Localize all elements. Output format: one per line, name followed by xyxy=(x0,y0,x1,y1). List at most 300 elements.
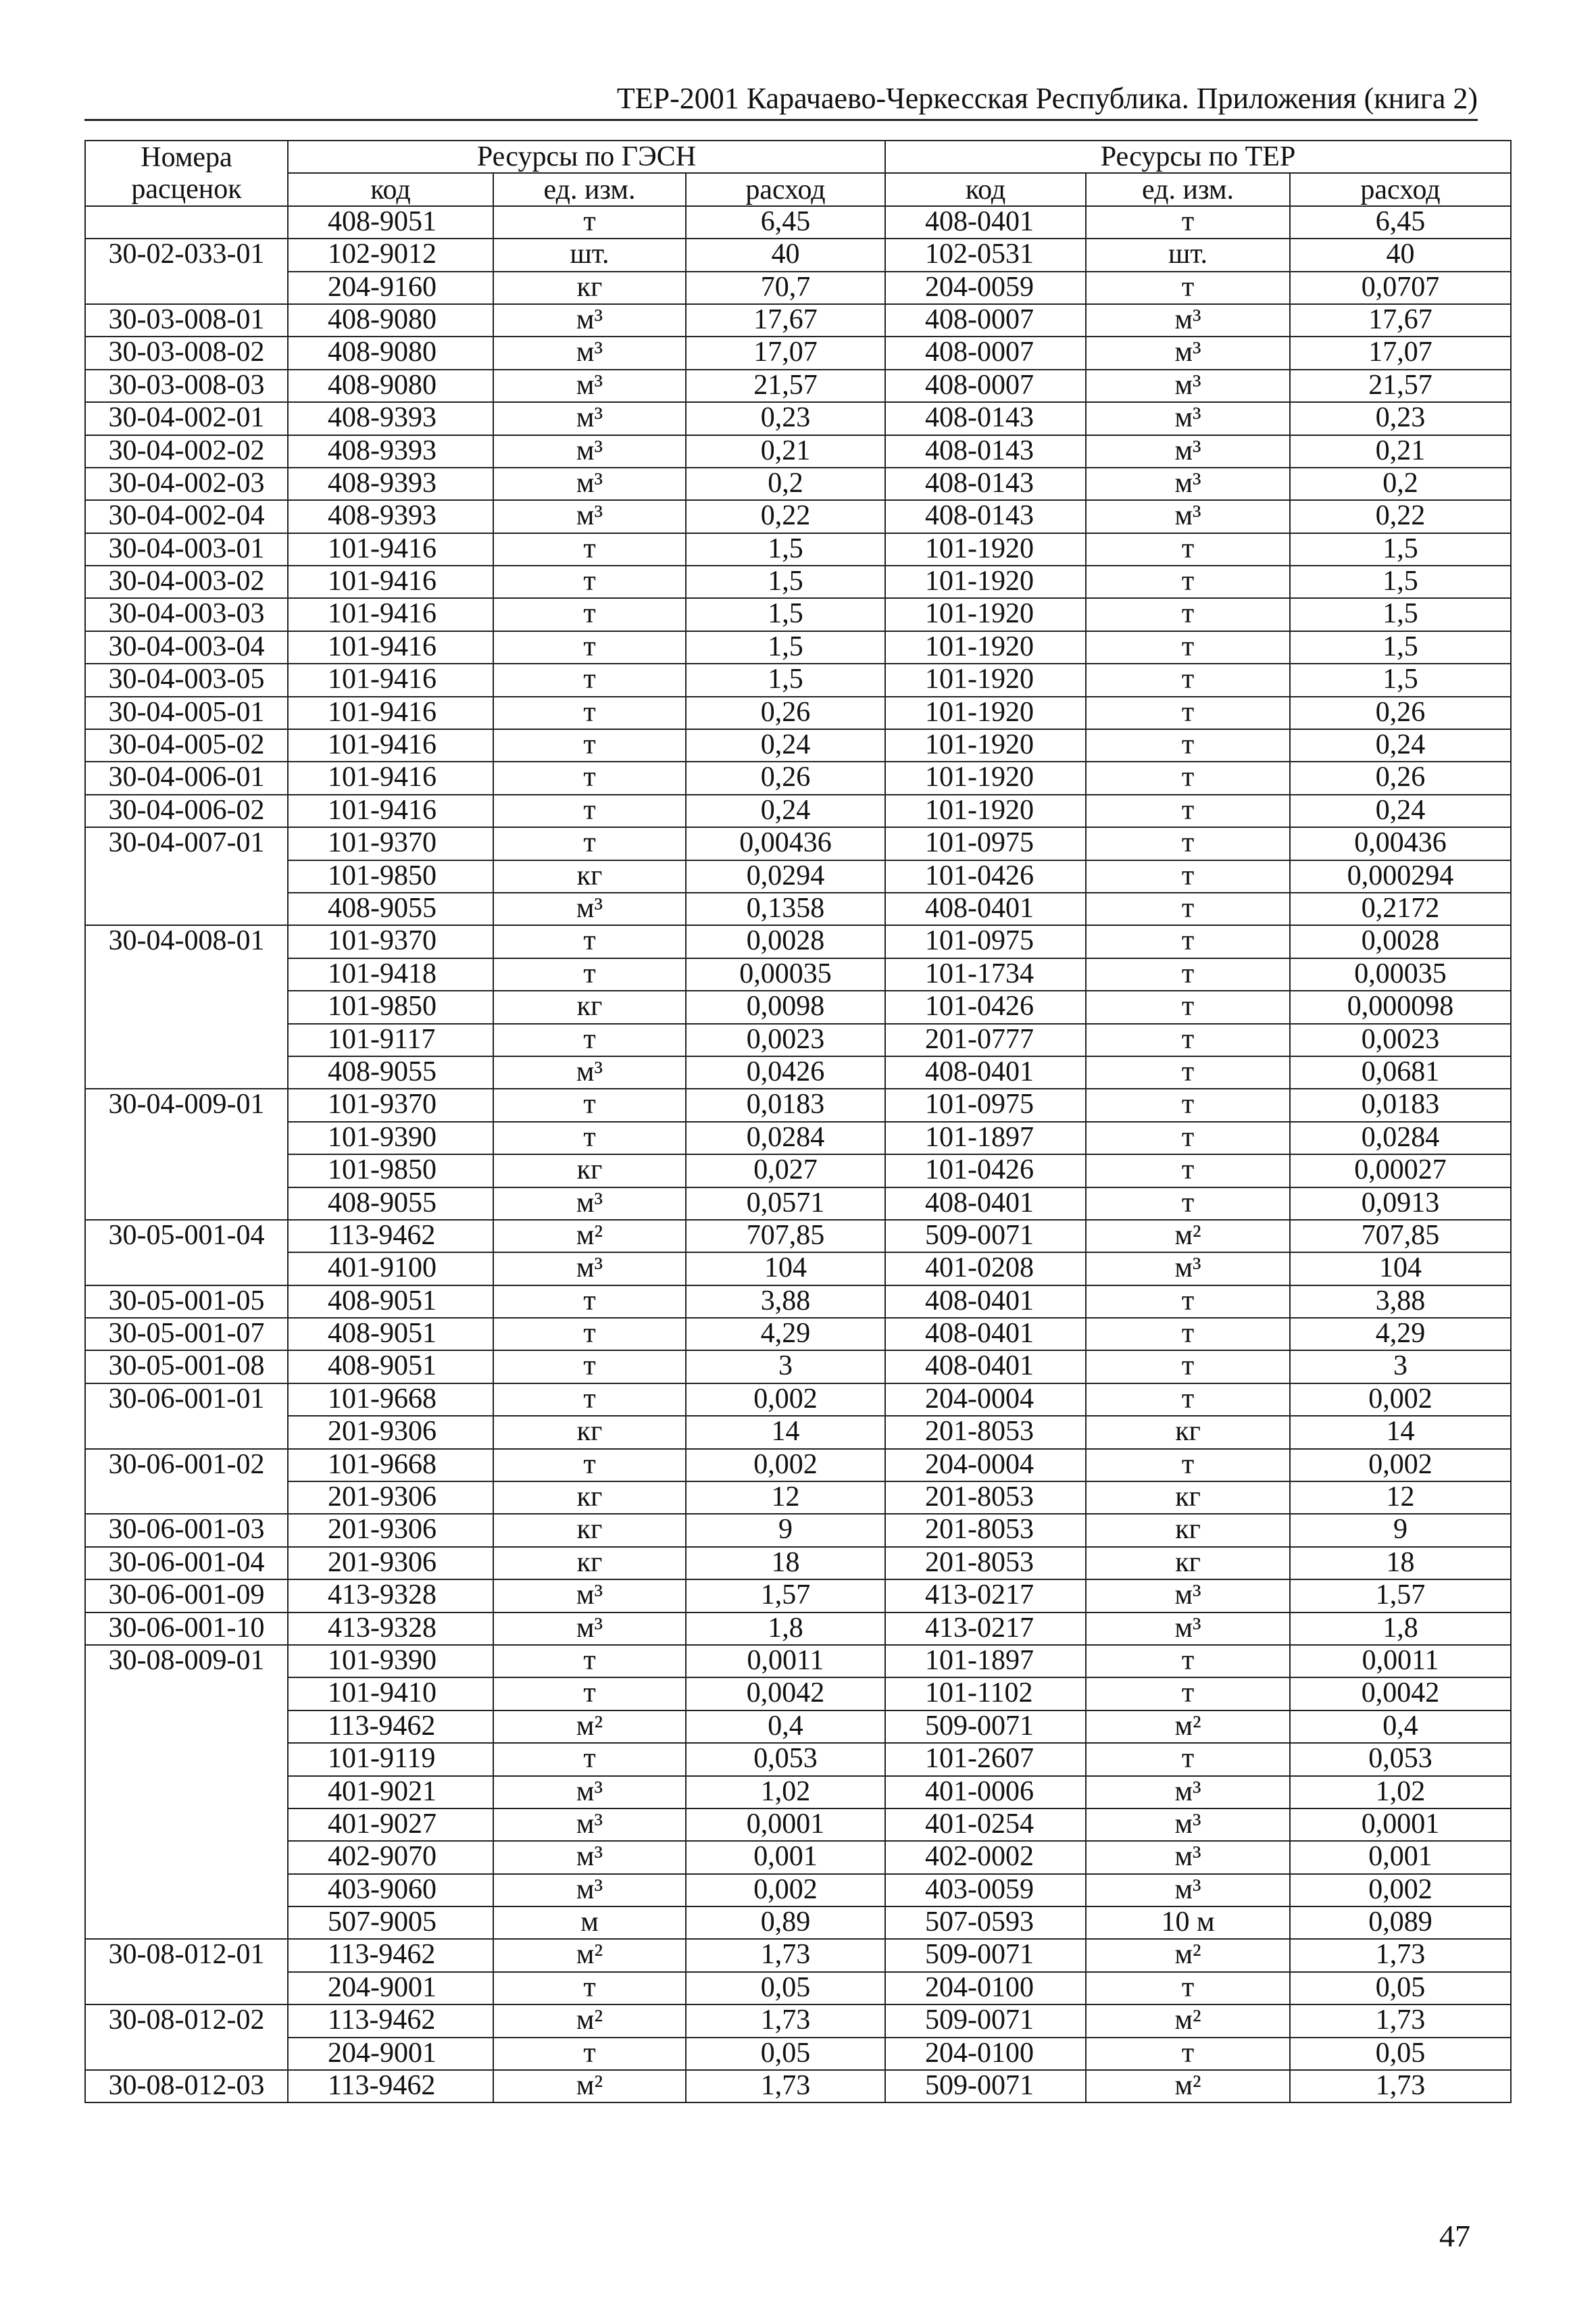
cell-rate-number: 30-06-001-10 xyxy=(85,1613,288,1645)
cell-rate-number: 30-04-003-04 xyxy=(85,631,288,664)
cell-ter-code: 509-0071 xyxy=(885,2070,1086,2102)
header-gesn-unit: ед. изм. xyxy=(493,173,686,205)
cell-gesn-code: 101-9850 xyxy=(288,1154,493,1187)
cell-gesn-code: 113-9462 xyxy=(288,1710,493,1743)
cell-ter-consumption: 0,24 xyxy=(1290,795,1511,827)
cell-ter-unit: м³ xyxy=(1086,1613,1290,1645)
cell-ter-unit: м³ xyxy=(1086,1252,1290,1285)
cell-ter-consumption: 1,5 xyxy=(1290,631,1511,664)
cell-rate-number: 30-04-002-01 xyxy=(85,402,288,435)
table-row xyxy=(85,762,1511,794)
cell-ter-code: 403-0059 xyxy=(885,1874,1086,1906)
cell-ter-unit: т xyxy=(1086,1024,1290,1056)
cell-gesn-code: 101-9117 xyxy=(288,1024,493,1056)
table-row xyxy=(85,1514,1511,1546)
cell-ter-code: 101-1920 xyxy=(885,566,1086,598)
cell-ter-consumption: 0,0011 xyxy=(1290,1645,1511,1677)
cell-gesn-code: 101-9416 xyxy=(288,697,493,729)
cell-rate-number: 30-04-003-01 xyxy=(85,533,288,566)
table-row xyxy=(85,1024,1511,1056)
cell-rate-number xyxy=(85,1743,288,1775)
cell-rate-number: 30-05-001-05 xyxy=(85,1285,288,1318)
cell-ter-unit: т xyxy=(1086,1318,1290,1350)
cell-gesn-code: 101-9416 xyxy=(288,598,493,631)
cell-gesn-consumption: 0,0571 xyxy=(686,1187,885,1220)
cell-gesn-consumption: 0,0028 xyxy=(686,925,885,958)
cell-ter-consumption: 0,000294 xyxy=(1290,860,1511,893)
cell-gesn-consumption: 0,002 xyxy=(686,1874,885,1906)
cell-ter-consumption: 0,4 xyxy=(1290,1710,1511,1743)
cell-gesn-unit: т xyxy=(493,598,686,631)
cell-ter-code: 101-0975 xyxy=(885,1089,1086,1121)
cell-gesn-consumption: 707,85 xyxy=(686,1220,885,1252)
cell-ter-consumption: 0,0042 xyxy=(1290,1677,1511,1710)
cell-ter-consumption: 0,2172 xyxy=(1290,893,1511,925)
cell-ter-unit: кг xyxy=(1086,1481,1290,1514)
cell-gesn-consumption: 0,26 xyxy=(686,762,885,794)
cell-gesn-consumption: 0,001 xyxy=(686,1841,885,1873)
cell-gesn-unit: т xyxy=(493,1449,686,1481)
cell-gesn-consumption: 6,45 xyxy=(686,206,885,239)
cell-gesn-code: 101-9410 xyxy=(288,1677,493,1710)
cell-ter-unit: м³ xyxy=(1086,304,1290,337)
cell-rate-number: 30-04-009-01 xyxy=(85,1089,288,1121)
cell-gesn-unit: кг xyxy=(493,1514,686,1546)
resources-table xyxy=(84,140,1512,2103)
cell-gesn-code: 408-9051 xyxy=(288,1350,493,1383)
cell-rate-number: 30-04-002-04 xyxy=(85,500,288,533)
table-row xyxy=(85,566,1511,598)
cell-gesn-code: 408-9051 xyxy=(288,206,493,239)
cell-ter-consumption: 0,002 xyxy=(1290,1383,1511,1416)
cell-gesn-code: 101-9370 xyxy=(288,1089,493,1121)
cell-ter-consumption: 0,0913 xyxy=(1290,1187,1511,1220)
cell-rate-number: 30-04-002-02 xyxy=(85,435,288,468)
cell-gesn-unit: т xyxy=(493,2038,686,2070)
header-rule xyxy=(84,119,1478,121)
header-ter-resources: Ресурсы по ТЕР xyxy=(885,141,1511,173)
cell-rate-number: 30-06-001-02 xyxy=(85,1449,288,1481)
cell-ter-unit: т xyxy=(1086,1350,1290,1383)
table-row xyxy=(85,435,1511,468)
cell-ter-unit: т xyxy=(1086,1122,1290,1154)
cell-ter-consumption: 0,21 xyxy=(1290,435,1511,468)
cell-ter-unit: т xyxy=(1086,1743,1290,1775)
cell-ter-consumption: 1,73 xyxy=(1290,2004,1511,2037)
cell-gesn-unit: т xyxy=(493,1285,686,1318)
cell-gesn-code: 101-9370 xyxy=(288,925,493,958)
table-row xyxy=(85,958,1511,991)
cell-gesn-unit: м³ xyxy=(493,370,686,402)
cell-ter-code: 101-1920 xyxy=(885,795,1086,827)
cell-gesn-consumption: 0,4 xyxy=(686,1710,885,1743)
cell-ter-code: 201-0777 xyxy=(885,1024,1086,1056)
cell-gesn-code: 408-9051 xyxy=(288,1285,493,1318)
cell-ter-unit: м² xyxy=(1086,2070,1290,2102)
cell-gesn-consumption: 1,8 xyxy=(686,1613,885,1645)
cell-gesn-code: 101-9416 xyxy=(288,566,493,598)
cell-ter-unit: т xyxy=(1086,631,1290,664)
table-row xyxy=(85,1939,1511,1971)
cell-gesn-unit: м³ xyxy=(493,1841,686,1873)
cell-gesn-unit: кг xyxy=(493,860,686,893)
cell-gesn-unit: т xyxy=(493,729,686,762)
cell-gesn-unit: т xyxy=(493,664,686,696)
cell-rate-number: 30-04-003-02 xyxy=(85,566,288,598)
cell-ter-unit: т xyxy=(1086,598,1290,631)
table-row xyxy=(85,272,1511,304)
cell-ter-unit: т xyxy=(1086,1677,1290,1710)
cell-gesn-consumption: 3,88 xyxy=(686,1285,885,1318)
cell-gesn-consumption: 0,0042 xyxy=(686,1677,885,1710)
cell-gesn-unit: т xyxy=(493,827,686,860)
cell-ter-consumption: 0,0284 xyxy=(1290,1122,1511,1154)
cell-ter-consumption: 0,002 xyxy=(1290,1874,1511,1906)
cell-ter-consumption: 17,07 xyxy=(1290,337,1511,369)
cell-gesn-code: 101-9668 xyxy=(288,1383,493,1416)
cell-ter-unit: т xyxy=(1086,1154,1290,1187)
cell-gesn-unit: т xyxy=(493,925,686,958)
cell-ter-unit: м³ xyxy=(1086,337,1290,369)
cell-gesn-unit: м² xyxy=(493,2004,686,2037)
cell-ter-unit: 10 м xyxy=(1086,1906,1290,1939)
cell-ter-consumption: 9 xyxy=(1290,1514,1511,1546)
cell-ter-consumption: 0,000098 xyxy=(1290,991,1511,1023)
cell-gesn-code: 204-9160 xyxy=(288,272,493,304)
cell-gesn-unit: м³ xyxy=(493,1808,686,1841)
cell-ter-unit: м² xyxy=(1086,1220,1290,1252)
header-gesn-resources: Ресурсы по ГЭСН xyxy=(288,141,885,173)
cell-ter-consumption: 18 xyxy=(1290,1547,1511,1579)
table-row xyxy=(85,2070,1511,2102)
cell-gesn-code: 101-9418 xyxy=(288,958,493,991)
cell-ter-unit: т xyxy=(1086,1972,1290,2004)
cell-gesn-code: 201-9306 xyxy=(288,1416,493,1448)
cell-ter-consumption: 0,0023 xyxy=(1290,1024,1511,1056)
cell-ter-consumption: 3 xyxy=(1290,1350,1511,1383)
table-row xyxy=(85,239,1511,271)
cell-ter-unit: т xyxy=(1086,272,1290,304)
cell-gesn-consumption: 0,00035 xyxy=(686,958,885,991)
cell-gesn-unit: кг xyxy=(493,991,686,1023)
cell-gesn-consumption: 1,02 xyxy=(686,1776,885,1808)
cell-gesn-consumption: 0,26 xyxy=(686,697,885,729)
cell-rate-number xyxy=(85,1252,288,1285)
cell-ter-unit: м³ xyxy=(1086,1874,1290,1906)
table-row xyxy=(85,337,1511,369)
cell-gesn-unit: м³ xyxy=(493,893,686,925)
cell-ter-code: 401-0006 xyxy=(885,1776,1086,1808)
cell-gesn-code: 401-9021 xyxy=(288,1776,493,1808)
cell-ter-unit: м³ xyxy=(1086,370,1290,402)
table-row xyxy=(85,2004,1511,2037)
cell-gesn-consumption: 0,89 xyxy=(686,1906,885,1939)
cell-gesn-unit: т xyxy=(493,1350,686,1383)
cell-ter-code: 101-1897 xyxy=(885,1122,1086,1154)
table-row xyxy=(85,1449,1511,1481)
cell-rate-number xyxy=(85,1187,288,1220)
cell-gesn-code: 408-9051 xyxy=(288,1318,493,1350)
cell-ter-code: 201-8053 xyxy=(885,1547,1086,1579)
cell-rate-number xyxy=(85,893,288,925)
cell-rate-number: 30-06-001-04 xyxy=(85,1547,288,1579)
cell-gesn-consumption: 1,5 xyxy=(686,631,885,664)
cell-ter-consumption: 707,85 xyxy=(1290,1220,1511,1252)
cell-gesn-consumption: 1,73 xyxy=(686,2070,885,2102)
cell-gesn-consumption: 0,2 xyxy=(686,468,885,500)
cell-gesn-unit: м³ xyxy=(493,468,686,500)
cell-gesn-consumption: 40 xyxy=(686,239,885,271)
cell-gesn-consumption: 0,0001 xyxy=(686,1808,885,1841)
cell-ter-unit: т xyxy=(1086,729,1290,762)
header-row-groups xyxy=(85,141,1511,173)
cell-gesn-consumption: 0,24 xyxy=(686,795,885,827)
cell-ter-code: 101-2607 xyxy=(885,1743,1086,1775)
table-row xyxy=(85,1808,1511,1841)
cell-gesn-unit: м² xyxy=(493,2070,686,2102)
header-rate-numbers-bottom: расценок xyxy=(85,173,288,205)
table-row xyxy=(85,533,1511,566)
cell-ter-code: 507-0593 xyxy=(885,1906,1086,1939)
cell-ter-code: 101-1920 xyxy=(885,533,1086,566)
cell-ter-consumption: 0,24 xyxy=(1290,729,1511,762)
table-row xyxy=(85,1677,1511,1710)
cell-ter-code: 101-1920 xyxy=(885,697,1086,729)
cell-gesn-code: 101-9668 xyxy=(288,1449,493,1481)
cell-ter-unit: м³ xyxy=(1086,500,1290,533)
table-row xyxy=(85,1645,1511,1677)
cell-gesn-code: 102-9012 xyxy=(288,239,493,271)
cell-ter-code: 509-0071 xyxy=(885,1220,1086,1252)
cell-gesn-unit: т xyxy=(493,1383,686,1416)
cell-gesn-unit: шт. xyxy=(493,239,686,271)
cell-gesn-unit: т xyxy=(493,1024,686,1056)
cell-gesn-unit: м³ xyxy=(493,1579,686,1612)
table-row xyxy=(85,500,1511,533)
cell-gesn-consumption: 1,5 xyxy=(686,664,885,696)
cell-gesn-unit: м³ xyxy=(493,1187,686,1220)
cell-ter-unit: м³ xyxy=(1086,435,1290,468)
table-row xyxy=(85,631,1511,664)
cell-ter-consumption: 1,57 xyxy=(1290,1579,1511,1612)
cell-gesn-code: 408-9080 xyxy=(288,304,493,337)
cell-gesn-code: 402-9070 xyxy=(288,1841,493,1873)
cell-rate-number xyxy=(85,206,288,239)
table-row xyxy=(85,925,1511,958)
cell-gesn-unit: т xyxy=(493,206,686,239)
table-row xyxy=(85,1089,1511,1121)
cell-ter-consumption: 0,26 xyxy=(1290,762,1511,794)
cell-ter-code: 101-0426 xyxy=(885,991,1086,1023)
cell-rate-number: 30-04-006-01 xyxy=(85,762,288,794)
cell-ter-unit: т xyxy=(1086,925,1290,958)
cell-ter-consumption: 17,67 xyxy=(1290,304,1511,337)
cell-ter-unit: м³ xyxy=(1086,402,1290,435)
cell-ter-unit: м³ xyxy=(1086,1808,1290,1841)
cell-ter-code: 204-0100 xyxy=(885,2038,1086,2070)
cell-gesn-consumption: 0,24 xyxy=(686,729,885,762)
table-row xyxy=(85,1547,1511,1579)
table-row xyxy=(85,1874,1511,1906)
cell-rate-number: 30-08-012-02 xyxy=(85,2004,288,2037)
cell-ter-consumption: 0,001 xyxy=(1290,1841,1511,1873)
cell-gesn-code: 201-9306 xyxy=(288,1514,493,1546)
cell-rate-number: 30-04-008-01 xyxy=(85,925,288,958)
cell-ter-code: 408-0143 xyxy=(885,500,1086,533)
cell-gesn-unit: м³ xyxy=(493,304,686,337)
cell-gesn-consumption: 0,00436 xyxy=(686,827,885,860)
cell-ter-code: 101-0426 xyxy=(885,860,1086,893)
header-ter-consumption: расход xyxy=(1290,173,1511,205)
table-row xyxy=(85,206,1511,239)
table-row xyxy=(85,1350,1511,1383)
cell-gesn-consumption: 0,0294 xyxy=(686,860,885,893)
cell-rate-number: 30-03-008-03 xyxy=(85,370,288,402)
cell-gesn-consumption: 0,0284 xyxy=(686,1122,885,1154)
cell-rate-number xyxy=(85,1677,288,1710)
table-row xyxy=(85,468,1511,500)
table-row xyxy=(85,2038,1511,2070)
table-row xyxy=(85,1220,1511,1252)
cell-ter-code: 101-1920 xyxy=(885,598,1086,631)
cell-ter-code: 402-0002 xyxy=(885,1841,1086,1873)
cell-gesn-consumption: 1,73 xyxy=(686,1939,885,1971)
cell-rate-number xyxy=(85,1776,288,1808)
cell-gesn-unit: т xyxy=(493,762,686,794)
cell-ter-consumption: 0,00436 xyxy=(1290,827,1511,860)
cell-gesn-consumption: 0,22 xyxy=(686,500,885,533)
cell-ter-consumption: 104 xyxy=(1290,1252,1511,1285)
table-row xyxy=(85,304,1511,337)
table-row xyxy=(85,1383,1511,1416)
cell-rate-number: 30-04-005-02 xyxy=(85,729,288,762)
cell-ter-unit: кг xyxy=(1086,1547,1290,1579)
header-row-columns xyxy=(85,173,1511,205)
header-rate-numbers-top: Номера xyxy=(85,141,288,173)
header-ter-unit: ед. изм. xyxy=(1086,173,1290,205)
table-row xyxy=(85,795,1511,827)
cell-gesn-consumption: 104 xyxy=(686,1252,885,1285)
cell-ter-code: 401-0254 xyxy=(885,1808,1086,1841)
cell-ter-code: 408-0401 xyxy=(885,1056,1086,1089)
cell-rate-number: 30-03-008-02 xyxy=(85,337,288,369)
table-row xyxy=(85,1056,1511,1089)
cell-gesn-code: 101-9390 xyxy=(288,1645,493,1677)
cell-rate-number: 30-05-001-07 xyxy=(85,1318,288,1350)
cell-gesn-consumption: 0,053 xyxy=(686,1743,885,1775)
cell-gesn-unit: т xyxy=(493,1677,686,1710)
cell-gesn-unit: т xyxy=(493,1089,686,1121)
cell-gesn-code: 403-9060 xyxy=(288,1874,493,1906)
table-row xyxy=(85,1710,1511,1743)
cell-ter-unit: т xyxy=(1086,566,1290,598)
cell-ter-consumption: 4,29 xyxy=(1290,1318,1511,1350)
cell-ter-unit: т xyxy=(1086,1383,1290,1416)
cell-rate-number xyxy=(85,1024,288,1056)
cell-ter-code: 408-0401 xyxy=(885,1318,1086,1350)
cell-ter-code: 408-0007 xyxy=(885,370,1086,402)
cell-ter-consumption: 12 xyxy=(1290,1481,1511,1514)
cell-gesn-code: 101-9850 xyxy=(288,860,493,893)
cell-ter-code: 408-0143 xyxy=(885,468,1086,500)
cell-ter-consumption: 0,002 xyxy=(1290,1449,1511,1481)
cell-rate-number xyxy=(85,1972,288,2004)
table-row xyxy=(85,860,1511,893)
cell-rate-number xyxy=(85,1906,288,1939)
cell-ter-unit: т xyxy=(1086,1285,1290,1318)
cell-ter-unit: м² xyxy=(1086,1939,1290,1971)
table-row xyxy=(85,1154,1511,1187)
cell-ter-code: 101-1897 xyxy=(885,1645,1086,1677)
cell-rate-number xyxy=(85,1808,288,1841)
cell-gesn-unit: т xyxy=(493,566,686,598)
cell-ter-code: 101-1920 xyxy=(885,664,1086,696)
cell-gesn-code: 201-9306 xyxy=(288,1547,493,1579)
cell-gesn-consumption: 1,5 xyxy=(686,598,885,631)
cell-gesn-code: 408-9055 xyxy=(288,1056,493,1089)
cell-ter-code: 201-8053 xyxy=(885,1481,1086,1514)
cell-ter-unit: м³ xyxy=(1086,468,1290,500)
table-row xyxy=(85,664,1511,696)
cell-gesn-consumption: 0,21 xyxy=(686,435,885,468)
cell-ter-code: 401-0208 xyxy=(885,1252,1086,1285)
cell-ter-unit: т xyxy=(1086,1645,1290,1677)
table-row xyxy=(85,1776,1511,1808)
cell-gesn-unit: м³ xyxy=(493,337,686,369)
cell-gesn-unit: кг xyxy=(493,1154,686,1187)
cell-gesn-unit: т xyxy=(493,1645,686,1677)
table-row xyxy=(85,1579,1511,1612)
cell-gesn-unit: м³ xyxy=(493,1613,686,1645)
cell-gesn-consumption: 70,7 xyxy=(686,272,885,304)
cell-gesn-code: 101-9390 xyxy=(288,1122,493,1154)
cell-rate-number: 30-02-033-01 xyxy=(85,239,288,271)
cell-gesn-consumption: 0,0098 xyxy=(686,991,885,1023)
cell-gesn-consumption: 0,0426 xyxy=(686,1056,885,1089)
cell-gesn-consumption: 1,57 xyxy=(686,1579,885,1612)
cell-gesn-code: 408-9080 xyxy=(288,370,493,402)
cell-ter-consumption: 6,45 xyxy=(1290,206,1511,239)
cell-gesn-unit: м² xyxy=(493,1939,686,1971)
cell-ter-unit: м² xyxy=(1086,2004,1290,2037)
cell-ter-code: 408-0143 xyxy=(885,435,1086,468)
cell-gesn-code: 408-9393 xyxy=(288,468,493,500)
cell-ter-consumption: 0,0707 xyxy=(1290,272,1511,304)
table-row xyxy=(85,1187,1511,1220)
cell-ter-code: 101-1920 xyxy=(885,762,1086,794)
cell-rate-number xyxy=(85,958,288,991)
cell-rate-number: 30-06-001-09 xyxy=(85,1579,288,1612)
cell-rate-number: 30-03-008-01 xyxy=(85,304,288,337)
cell-ter-unit: т xyxy=(1086,1056,1290,1089)
table-row xyxy=(85,1481,1511,1514)
header-gesn-code: код xyxy=(288,173,493,205)
page-header-title: ТЕР-2001 Карачаево-Черкесская Республика. Приложения (книга 2) xyxy=(616,82,1478,115)
cell-rate-number: 30-06-001-03 xyxy=(85,1514,288,1546)
table-row xyxy=(85,1841,1511,1873)
cell-gesn-code: 408-9393 xyxy=(288,500,493,533)
cell-ter-code: 408-0401 xyxy=(885,893,1086,925)
cell-ter-consumption: 0,2 xyxy=(1290,468,1511,500)
cell-gesn-unit: т xyxy=(493,533,686,566)
cell-ter-unit: м² xyxy=(1086,1710,1290,1743)
cell-ter-code: 509-0071 xyxy=(885,2004,1086,2037)
cell-ter-code: 201-8053 xyxy=(885,1514,1086,1546)
cell-ter-consumption: 0,26 xyxy=(1290,697,1511,729)
cell-gesn-code: 101-9370 xyxy=(288,827,493,860)
cell-gesn-unit: м xyxy=(493,1906,686,1939)
cell-gesn-code: 113-9462 xyxy=(288,2004,493,2037)
